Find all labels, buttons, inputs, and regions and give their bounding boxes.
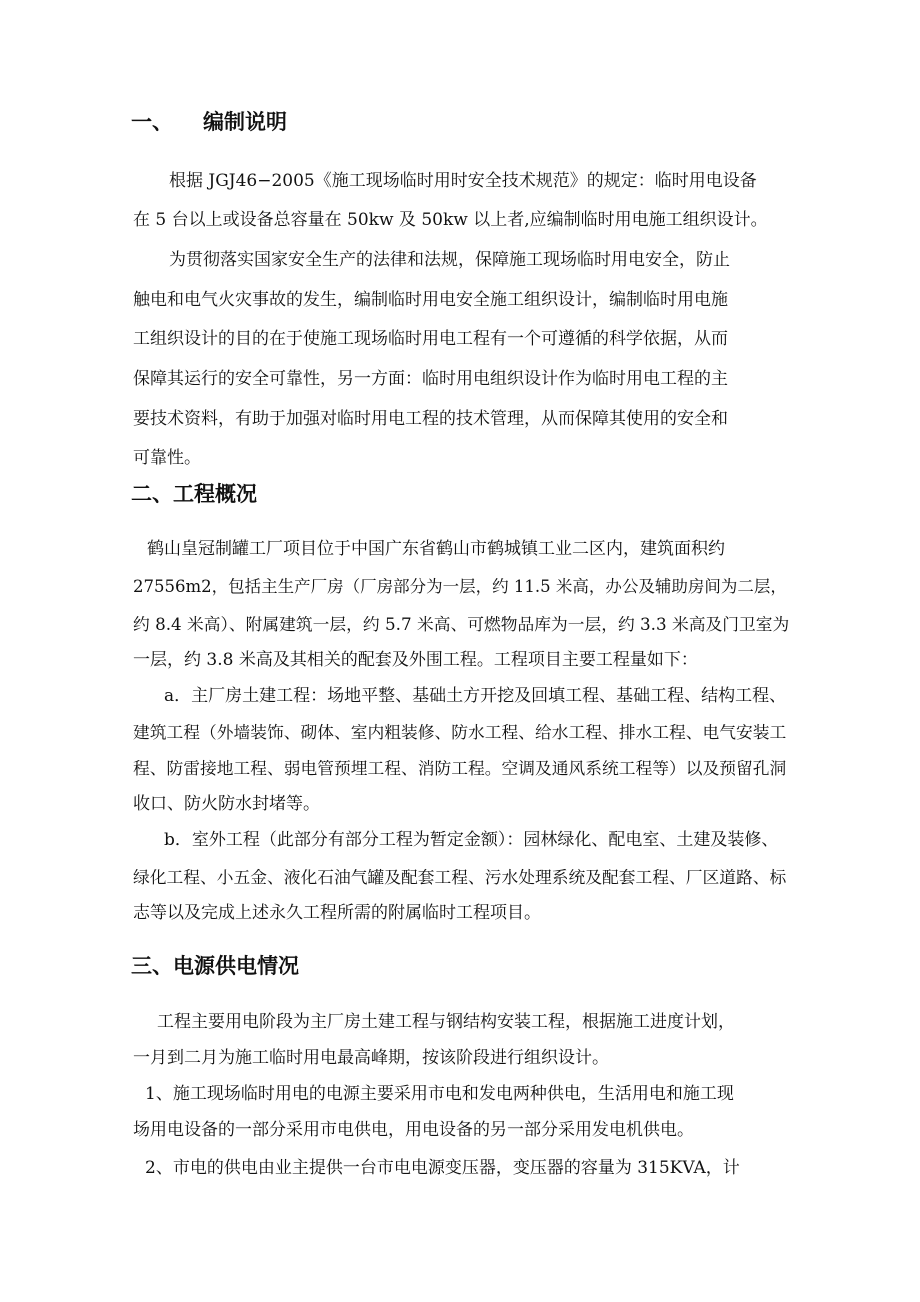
list-item-a: a．主厂房土建工程：场地平整、基础土方开挖及回填工程、基础工程、结构工程、 [164,686,787,706]
paragraph-line: 工程主要用电阶段为主厂房土建工程与钢结构安装工程，根据施工进度计划， [157,1012,735,1032]
paragraph-line: 鹤山皇冠制罐工厂项目位于中国广东省鹤山市鹤城镇工业二区内，建筑面积约 [147,539,725,559]
paragraph-line: 保障其运行的安全可靠性，另一方面：临时用电组织设计作为临时用电工程的主 [133,369,728,389]
paragraph-line: 绿化工程、小五金、液化石油气罐及配套工程、污水处理系统及配套工程、厂区道路、标 [133,867,787,887]
numbered-item-1: 1、施工现场临时用电的电源主要采用市电和发电两种供电，生活用电和施工现 [145,1084,734,1104]
paragraph-line: 场用电设备的一部分采用市电供电，用电设备的另一部分采用发电机供电。 [133,1120,694,1140]
paragraph-line: 27556m2，包括主生产厂房（厂房部分为一层，约 11.5 米高，办公及辅助房间为二层， [133,577,787,596]
paragraph-line: 根据 JGJ46−2005《施工现场临时用时安全技术规范》的规定：临时用电设备 [169,171,757,191]
paragraph-line: 可靠性。 [133,448,201,468]
numbered-item-2: 2、市电的供电由业主提供一台市电电源变压器，变压器的容量为 315KVA，计 [145,1158,740,1178]
paragraph-line: 程、防雷接地工程、弱电管预埋工程、消防工程。空调及通风系统工程等）以及预留孔洞 [133,758,787,778]
paragraph-line: 工组织设计的目的在于使施工现场临时用电工程有一个可遵循的科学依据，从而 [133,329,728,349]
paragraph-line: 要技术资料，有助于加强对临时用电工程的技术管理，从而保障其使用的安全和 [133,409,728,429]
paragraph-line: 触电和电气火灾事故的发生，编制临时用电安全施工组织设计，编制临时用电施 [133,290,728,310]
paragraph-line: 建筑工程（外墙装饰、砌体、室内粗装修、防水工程、给水工程、排水工程、电气安装工 [133,722,787,742]
paragraph-line: 约 8.4 米高）、附属建筑一层，约 5.7 米高、可燃物品库为一层，约 3.3 米高及门卫室为 [133,614,790,634]
section-1-title: 编制说明 [203,110,287,134]
section-1-number: 一、 [131,110,173,134]
section-2-heading: 二、工程概况 [131,482,257,506]
section-1-heading [131,108,287,136]
list-item-b: b．室外工程（此部分有部分工程为暂定金额）：园林绿化、配电室、土建及装修、 [164,830,779,850]
paragraph-line: 志等以及完成上述永久工程所需的附属临时工程项目。 [133,903,541,923]
paragraph-line: 在 5 台以上或设备总容量在 50kw 及 50kw 以上者,应编制临时用电施工组织设计。 [133,210,768,230]
paragraph-line: 一层，约 3.8 米高及其相关的配套及外围工程。工程项目主要工程量如下： [133,650,698,670]
paragraph-line: 为贯彻落实国家安全生产的法律和法规，保障施工现场临时用电安全，防止 [169,250,730,270]
paragraph-line: 收口、防火防水封堵等。 [133,794,320,814]
paragraph-line: 一月到二月为施工临时用电最高峰期，按该阶段进行组织设计。 [133,1048,609,1068]
section-3-heading: 三、电源供电情况 [131,954,299,978]
